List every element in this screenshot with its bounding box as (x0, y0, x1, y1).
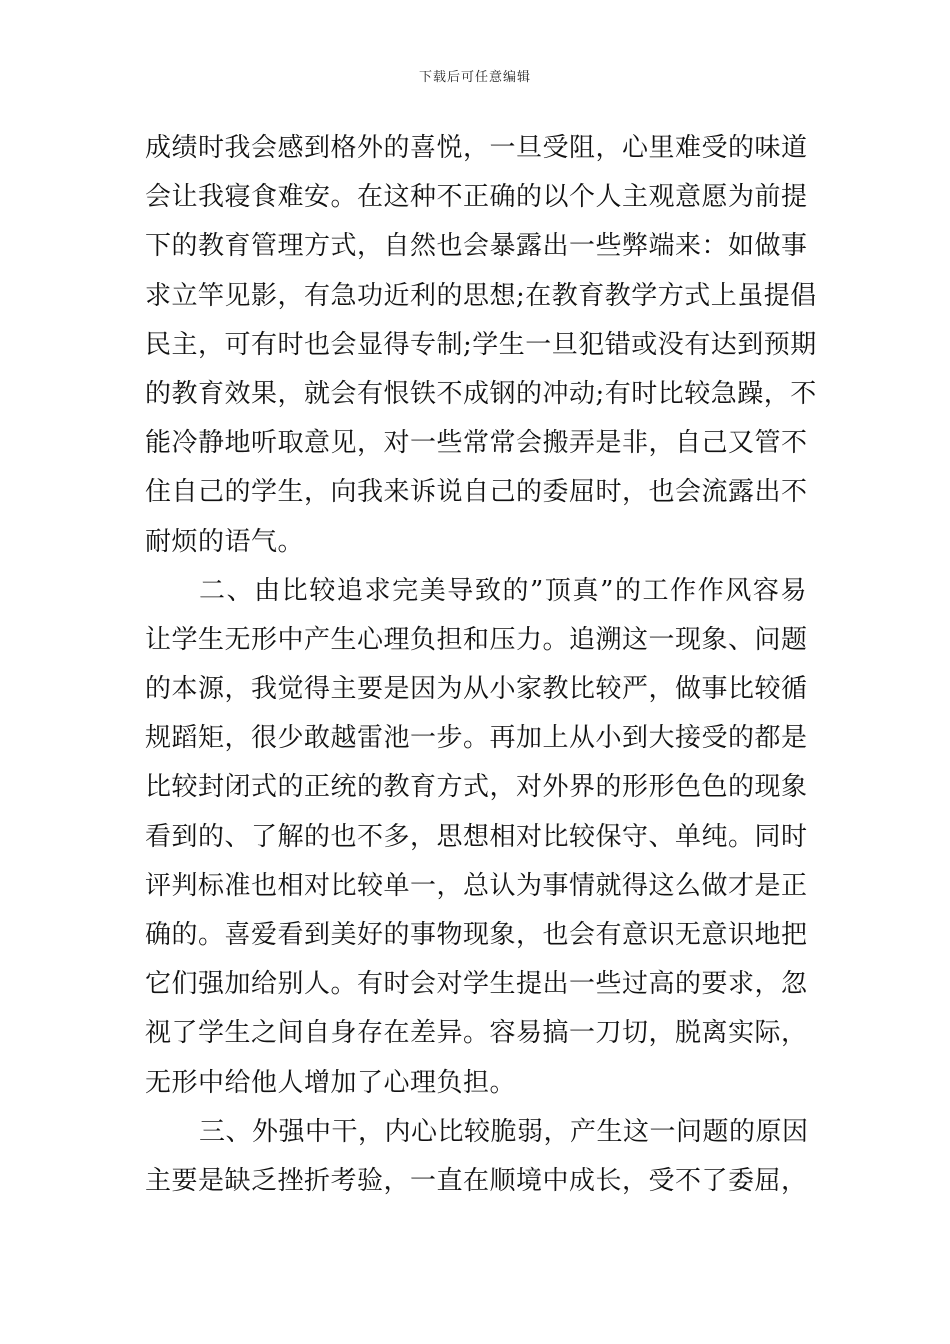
text-line: 民主，可有时也会显得专制;学生一旦犯错或没有达到预期 (145, 329, 817, 360)
page-header-note: 下载后可任意编辑 (418, 70, 531, 85)
text-line: 无形中给他人增加了心理负担。 (145, 1067, 517, 1098)
text-line: 会让我寝食难安。在这种不正确的以个人主观意愿为前提 (145, 182, 808, 213)
text-line: 视了学生之间自身存在差异。容易搞一刀切，脱离实际， (145, 1018, 808, 1049)
text-line: 三、外强中干，内心比较脆弱，产生这一问题的原因 (199, 1116, 809, 1147)
text-line: 比较封闭式的正统的教育方式，对外界的形形色色的现象 (145, 772, 808, 803)
text-line: 确的。喜爱看到美好的事物现象，也会有意识无意识地把 (145, 920, 808, 950)
text-line: 二、由比较追求完美导致的”顶真”的工作作风容易 (199, 575, 807, 606)
text-line: 看到的、了解的也不多，思想相对比较保守、单纯。同时 (145, 821, 808, 852)
text-line: 的本源，我觉得主要是因为从小家教比较严，做事比较循 (145, 674, 808, 705)
paragraph-2 (145, 567, 807, 1108)
paragraph-3 (145, 1108, 807, 1206)
text-line: 它们强加给别人。有时会对学生提出一些过高的要求，忽 (145, 969, 808, 1000)
text-line: 求立竿见影，有急功近利的思想;在教育教学方式上虽提倡 (145, 280, 817, 311)
text-line: 主要是缺乏挫折考验，一直在顺境中成长，受不了委屈， (145, 1165, 808, 1196)
text-line: 下的教育管理方式，自然也会暴露出一些弊端来：如做事 (145, 231, 808, 262)
text-line: 评判标准也相对比较单一，总认为事情就得这么做才是正 (145, 870, 808, 901)
text-line: 住自己的学生，向我来诉说自己的委屈时，也会流露出不 (145, 477, 808, 508)
text-line: 能冷静地听取意见，对一些常常会搬弄是非，自己又管不 (145, 428, 808, 459)
text-line: 规蹈矩，很少敢越雷池一步。再加上从小到大接受的都是 (145, 723, 808, 754)
text-line: 的教育效果，就会有恨铁不成钢的冲动;有时比较急躁，不 (145, 378, 817, 409)
paragraph-1 (145, 124, 817, 567)
text-line: 让学生无形中产生心理负担和压力。追溯这一现象、问题 (145, 624, 808, 655)
text-line: 耐烦的语气。 (145, 526, 305, 557)
text-line: 成绩时我会感到格外的喜悦，一旦受阻，心里难受的味道 (145, 133, 808, 163)
document-body (145, 124, 817, 1206)
